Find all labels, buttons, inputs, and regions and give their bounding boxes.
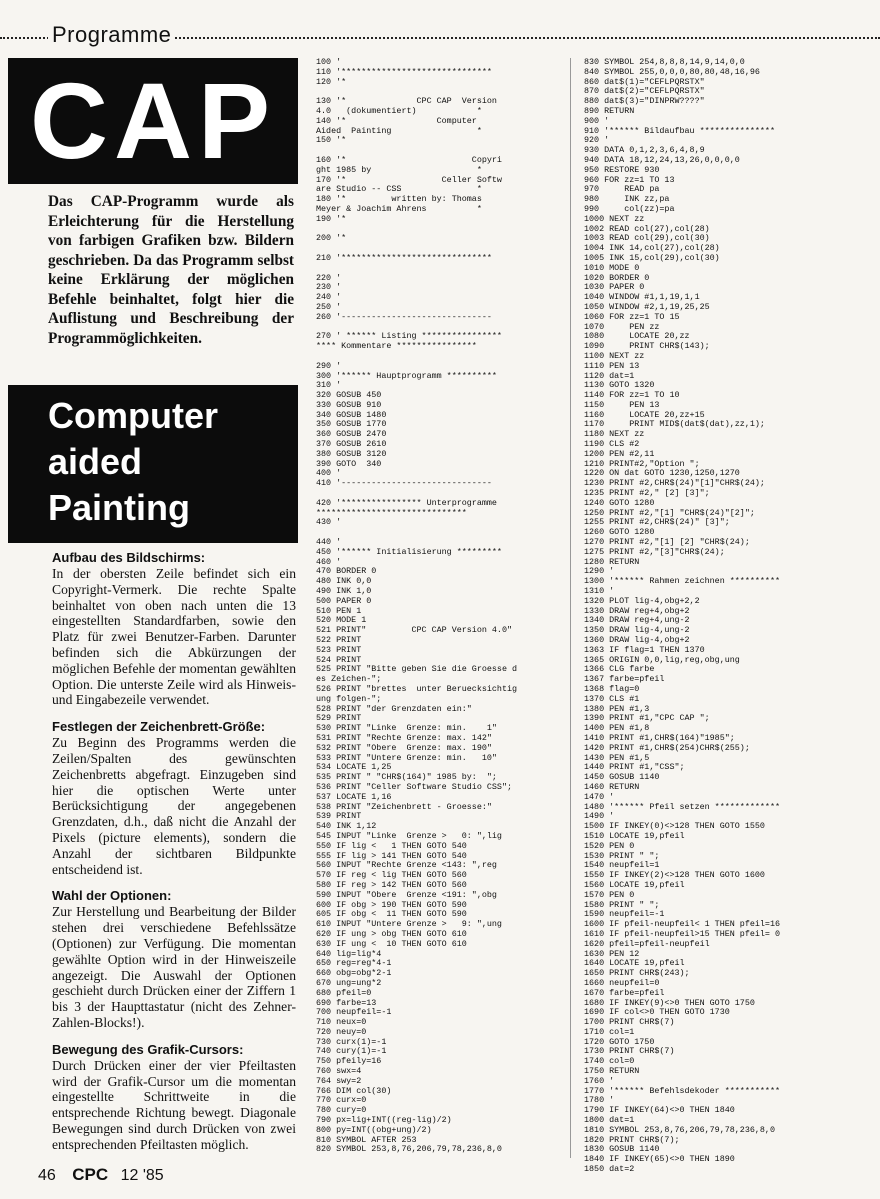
- title-box: [8, 58, 298, 184]
- column-divider: [570, 58, 571, 1158]
- program-listing-left: 100 ' 110 '****************************** 120 '* 130 '* CPC CAP Version 4.0 (dokumentiert) * 140 '* Computer Aided Painting * 150 '* 160 '* Copyri ght 1985 by * 170 '* Celler Softw are Studio -- CSS * 180 '* written by: Thomas Meyer & Joachim Ahrens * 190 '* 200 '* 210 '****************************** 220 ' 230 ' 240 ' 250 ' 260 '------------------------------ 270 ' ****** Listing **************** **** Kommentare **************** 290 ' 300 '****** Hauptprogramm ********** 310 ' 320 GOSUB 450 330 GOSUB 910 340 GOSUB 1480 350 GOSUB 1770 360 GOSUB 2470 370 GOSUB 2610 380 GOSUB 3120 390 GOTO 340 400 ' 410 '------------------------------ 420 '**************** Unterprogramme ****************************** 430 ' 440 ' 450 '****** Initialisierung ********* 460 ' 470 BORDER 0 480 INK 0,0 490 INK 1,0 500 PAPER 0 510 PEN 1 520 MODE 1 521 PRINT" CPC CAP Version 4.0" 522 PRINT 523 PRINT 524 PRINT 525 PRINT "Bitte geben Sie die Groesse d es Zeichen-"; 526 PRINT "brettes unter Beruecksichtig ung folgen-"; 528 PRINT "der Grenzdaten ein:" 529 PRINT 530 PRINT "Linke Grenze: min. 1" 531 PRINT "Rechte Grenze: max. 142" 532 PRINT "Obere Grenze: max. 190" 533 PRINT "Untere Grenze: min. 10" 534 LOCATE 1,25 535 PRINT " "CHR$(164)" 1985 by: "; 536 PRINT "Celler Software Studio CSS"; 537 LOCATE 1,16 538 PRINT "Zeichenbrett - Groesse:" 539 PRINT 540 INK 1,12 545 INPUT "Linke Grenze > 0: ",lig 550 IF lig < 1 THEN GOTO 540 555 IF lig > 141 THEN GOTO 540 560 INPUT "Rechte Grenze <143: ",reg 570 IF reg < lig THEN GOTO 560 580 IF reg > 142 THEN GOTO 560 590 INPUT "Obere Grenze <191: ",obg 600 IF obg > 190 THEN GOTO 590 605 IF obg < 11 THEN GOTO 590 610 INPUT "Untere Grenze > 9: ",ung 620 IF ung > obg THEN GOTO 610 630 IF ung < 10 THEN GOTO 610 640 lig=lig*4 650 reg=reg*4-1 660 obg=obg*2-1 670 ung=ung*2 680 pfeil=0 690 farbe=13 700 neupfeil=-1 710 neux=0 720 neuy=0 730 curx(1)=-1 740 cury(1)=-1 750 pfeily=16 760 swx=4 764 swy=2 766 DIM col(30) 770 curx=0 780 cury=0 790 px=lig+INT((reg-lig)/2) 800 py=INT((obg+ung)/2) 810 SYMBOL AFTER 253 820 SYMBOL 253,8,76,206,79,78,236,8,0: [316, 57, 518, 1155]
- section-text: In der obersten Zeile befindet sich ein Copyright-Vermerk. Die rechte Spalte beinhaltet von oben nach unten die 13 eingestellten Standardfarben, sowie den Platz für zwei Benutzer-Farben. Darunter befinden sich die Abkürzungen der möglichen Befehle der momentan gewählten Option. Die unterste Zeile wird als Hinweis- und Eingabezeile verwendet.: [52, 566, 296, 708]
- page-number: 46: [38, 1167, 56, 1184]
- section-text: Zu Beginn des Programms werden die Zeilen/Spalten des gewünschten Zeichenbretts abgefragt. Einzugeben sind hier die optischen Werte unter Berücksichtigung der angegebenen Grenzdaten, d.h., daß nicht die Anzahl der Pixels (picture elements), sondern die Anzahl der sichtbaren Bildpunkte entscheidend ist.: [52, 735, 296, 877]
- section-heading: Aufbau des Bildschirms:: [52, 550, 206, 565]
- section-heading: Festlegen der Zeichenbrett-Größe:: [52, 719, 266, 735]
- page-footer: [38, 1165, 164, 1185]
- magazine-logo: CPC: [72, 1165, 109, 1184]
- section-text: Zur Herstellung und Bearbeitung der Bilder stehen drei verschiedene Befehlssätze (Optionen) zur Verfügung. Die momentan gewählte Option wird in der Hinweiszeile angezeigt. Die Auswahl der Optionen geschieht durch Drücken einer der Ziffern 1 bis 3 der Haupttastatur (nicht des Zehner-Zahlen-Blocks!).: [52, 904, 296, 1030]
- subtitle-line-2: aided: [48, 441, 143, 482]
- subtitle-line-1: Computer: [48, 395, 218, 436]
- intro-paragraph: Das CAP-Programm wurde als Erleichterung für die Herstellung von farbigen Grafiken bzw. Bildern geschrieben. Da das Programm selbst keine Erklärung der möglichen Befehle beinhaltet, folgt hier die Auflistung und Beschreibung der Programmöglichkeiten.: [48, 193, 294, 347]
- section-text: Durch Drücken einer der vier Pfeiltasten wird der Grafik-Cursor um die momentan eingestellte Schrittweite in die entsprechende Richtung bewegt. Diagonale Bewegungen sind durch Drücken von zwei entsprechenden Pfeiltasten möglich.: [52, 1057, 296, 1152]
- article-title: CAP: [29, 60, 277, 181]
- page-header: [0, 22, 880, 52]
- section-heading: Bewegung des Grafik-Cursors:: [52, 1041, 244, 1057]
- program-listing-right: 830 SYMBOL 254,8,8,8,14,9,14,0,0 840 SYMBOL 255,0,0,0,80,80,48,16,96 860 dat$(1)="CEFLPQRSTX" 870 dat$(2)="CEFLPQRSTX" 880 dat$(3)="DINPRW????" 890 RETURN 900 ' 910 '****** Bildaufbau *************** 920 ' 930 DATA 0,1,2,3,6,4,8,9 940 DATA 18,12,24,13,26,0,0,0,0 950 RESTORE 930 960 FOR zz=1 TO 13 970 READ pa 980 INK zz,pa 990 col(zz)=pa 1000 NEXT zz 1002 READ col(27),col(28) 1003 READ col(29),col(30) 1004 INK 14,col(27),col(28) 1005 INK 15,col(29),col(30) 1010 MODE 0 1020 BORDER 0 1030 PAPER 0 1040 WINDOW #1,1,19,1,1 1050 WINDOW #2,1,19,25,25 1060 FOR zz=1 TO 15 1070 PEN zz 1080 LOCATE 20,zz 1090 PRINT CHR$(143); 1100 NEXT zz 1110 PEN 13 1120 dat=1 1130 GOTO 1320 1140 FOR zz=1 TO 10 1150 PEN 13 1160 LOCATE 20,zz+15 1170 PRINT MID$(dat$(dat),zz,1); 1180 NEXT zz 1190 CLS #2 1200 PEN #2,11 1210 PRINT#2,"Option "; 1220 ON dat GOTO 1230,1250,1270 1230 PRINT #2,CHR$(24)"[1]"CHR$(24); 1235 PRINT #2," [2] [3]"; 1240 GOTO 1280 1250 PRINT #2,"[1] "CHR$(24)"[2]"; 1255 PRINT #2,CHR$(24)" [3]"; 1260 GOTO 1280 1270 PRINT #2,"[1] [2] "CHR$(24); 1275 PRINT #2,"[3]"CHR$(24); 1280 RETURN 1290 ' 1300 '****** Rahmen zeichnen ********** 1310 ' 1320 PLOT lig-4,obg+2,2 1330 DRAW reg+4,obg+2 1340 DRAW reg+4,ung-2 1350 DRAW lig-4,ung-2 1360 DRAW lig-4,obg+2 1363 IF flag=1 THEN 1370 1365 ORIGIN 0,0,lig,reg,obg,ung 1366 CLG farbe 1367 farbe=pfeil 1368 flag=0 1370 CLS #1 1380 PEN #1,3 1390 PRINT #1,"CPC CAP "; 1400 PEN #1,8 1410 PRINT #1,CHR$(164)"1985"; 1420 PRINT #1,CHR$(254)CHR$(255); 1430 PEN #1,5 1440 PRINT #1,"CSS"; 1450 GOSUB 1140 1460 RETURN 1470 ' 1480 '****** Pfeil setzen ************* 1490 ' 1500 IF INKEY(0)<>128 THEN GOTO 1550 1510 LOCATE 19,pfeil 1520 PEN 0 1530 PRINT " "; 1540 neupfeil=1 1550 IF INKEY(2)<>128 THEN GOTO 1600 1560 LOCATE 19,pfeil 1570 PEN 0 1580 PRINT " "; 1590 neupfeil=-1 1600 IF pfeil-neupfeil< 1 THEN pfeil=16 1610 IF pfeil-neupfeil>15 THEN pfeil= 0 1620 pfeil=pfeil-neupfeil 1630 PEN 12 1640 LOCATE 19,pfeil 1650 PRINT CHR$(243); 1660 neupfeil=0 1670 farbe=pfeil 1680 IF INKEY(9)<>0 THEN GOTO 1750 1690 IF col<>0 THEN GOTO 1730 1700 PRINT CHR$(7) 1710 col=1 1720 GOTO 1750 1730 PRINT CHR$(7) 1740 col=0 1750 RETURN 1760 ' 1770 '****** Befehlsdekoder *********** 1780 ' 1790 IF INKEY(64)<>0 THEN 1840 1800 dat=1 1810 SYMBOL 253,8,76,206,79,78,236,8,0 1820 PRINT CHR$(7); 1830 GOSUB 1140 1840 IF INKEY(65)<>0 THEN 1890 1850 dat=2: [584, 57, 781, 1175]
- section-title: Programme: [48, 22, 175, 48]
- issue-date: 12 '85: [120, 1167, 164, 1184]
- section-heading: Wahl der Optionen:: [52, 888, 172, 904]
- article-body: [52, 550, 296, 1164]
- subtitle-line-3: Painting: [48, 487, 190, 528]
- subtitle-box: [8, 385, 298, 543]
